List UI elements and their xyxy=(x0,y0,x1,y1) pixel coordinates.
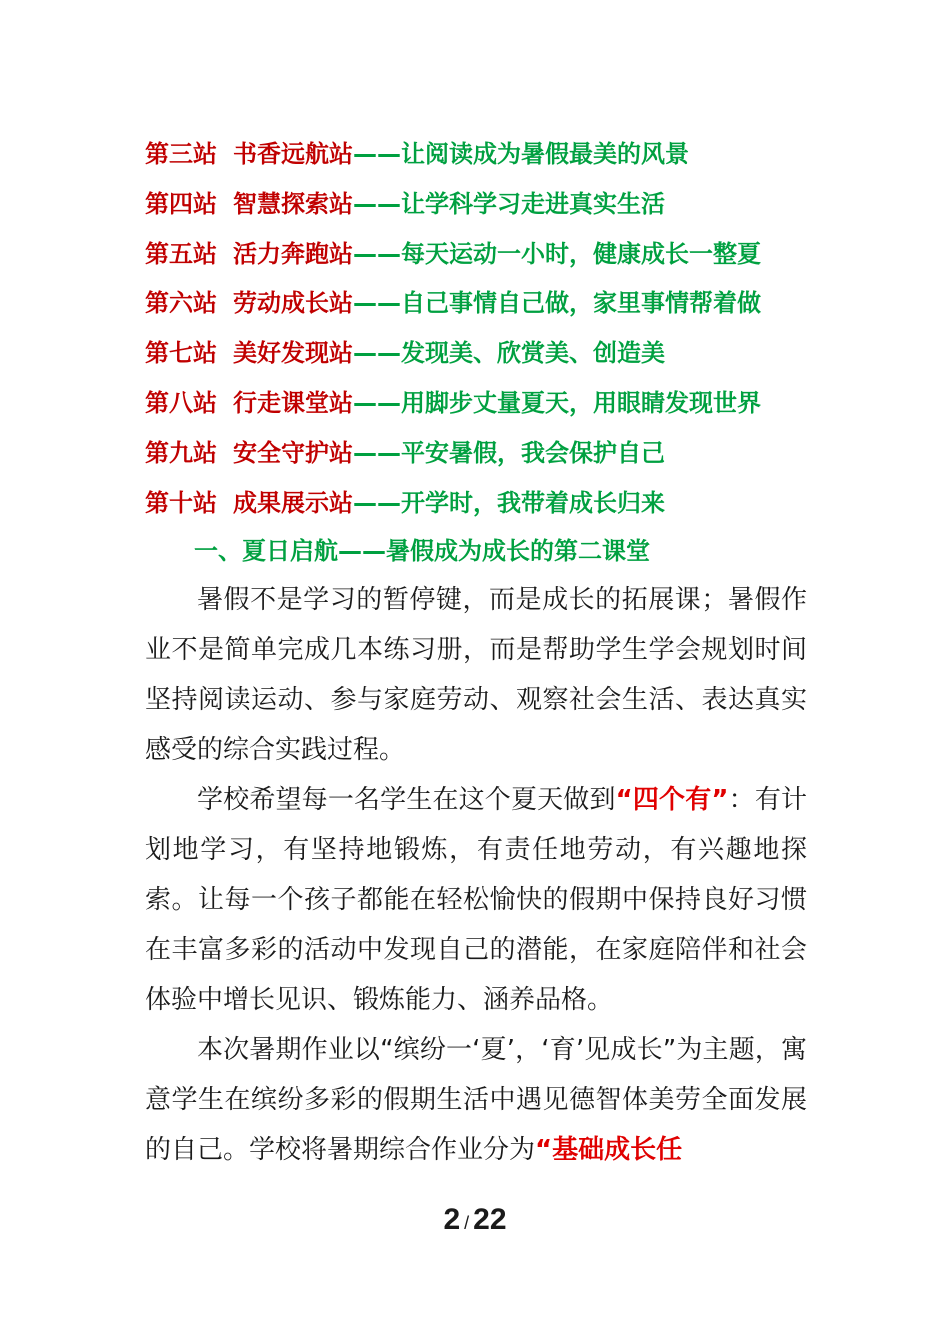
station-name: 活力奔跑站 xyxy=(233,239,353,268)
station-description: ——发现美、欣赏美、创造美 xyxy=(353,339,665,368)
station-number: 第七站 xyxy=(145,339,217,368)
station-item xyxy=(145,180,825,230)
highlight-basic-task: “基础成长任 xyxy=(535,1135,683,1165)
highlight-four-haves: “四个有” xyxy=(615,785,729,815)
station-item xyxy=(145,279,825,329)
station-item xyxy=(145,230,825,280)
page-number xyxy=(0,1203,950,1237)
station-number: 第八站 xyxy=(145,388,217,417)
station-number: 第十站 xyxy=(145,488,217,517)
paragraph-four-haves xyxy=(145,775,807,1025)
paragraph-theme xyxy=(145,1025,807,1175)
station-description: ——让阅读成为暑假最美的风景 xyxy=(353,140,689,168)
station-description: ——让学科学习走进真实生活 xyxy=(353,189,665,218)
station-name: 美好发现站 xyxy=(233,339,353,368)
station-name: 行走课堂站 xyxy=(233,388,353,417)
station-number: 第六站 xyxy=(145,289,217,318)
station-item xyxy=(145,329,825,379)
station-number: 第九站 xyxy=(145,438,217,467)
station-number: 第三站 xyxy=(145,140,217,168)
station-item xyxy=(145,130,825,180)
body-text xyxy=(145,575,807,1175)
station-number: 第五站 xyxy=(145,239,217,268)
station-name: 书香远航站 xyxy=(233,140,353,168)
page-current: 2 xyxy=(443,1203,461,1236)
station-name: 劳动成长站 xyxy=(233,289,353,318)
station-name: 智慧探索站 xyxy=(233,189,353,218)
section-heading: 一、夏日启航——暑假成为成长的第二课堂 xyxy=(194,537,650,565)
station-item xyxy=(145,379,825,429)
station-description: ——平安暑假，我会保护自己 xyxy=(353,438,665,467)
station-item xyxy=(145,429,825,479)
paragraph-text: 学校希望每一名学生在这个夏天做到 xyxy=(197,785,616,815)
station-item xyxy=(145,479,825,529)
station-name: 安全守护站 xyxy=(233,438,353,467)
station-description: ——每天运动一小时，健康成长一整夏 xyxy=(353,239,761,268)
page-separator: / xyxy=(464,1213,470,1233)
station-description: ——用脚步丈量夏天，用眼睛发现世界 xyxy=(353,388,761,417)
station-description: ——自己事情自己做，家里事情帮着做 xyxy=(353,289,761,318)
station-description: ——开学时，我带着成长归来 xyxy=(353,488,665,517)
station-name: 成果展示站 xyxy=(233,488,353,517)
station-list xyxy=(145,130,825,528)
page-total: 22 xyxy=(473,1203,507,1236)
station-number: 第四站 xyxy=(145,189,217,218)
paragraph-intro: 暑假不是学习的暂停键，而是成长的拓展课；暑假作业不是简单完成几本练习册，而是帮助学生学会规划时间坚持阅读运动、参与家庭劳动、观察社会生活、表达真实感受的综合实践过程。 xyxy=(145,585,807,765)
paragraph-text: 本次暑期作业以“缤纷一‘夏’，‘育’见成长”为主题，寓意学生在缤纷多彩的假期生活中遇见德智体美劳全面发展的自己。学校将暑期综合作业分为 xyxy=(145,1035,807,1165)
paragraph-text: ：有计划地学习，有坚持地锻炼，有责任地劳动，有兴趣地探索。让每一个孩子都能在轻松愉快的假期中保持良好习惯在丰富多彩的活动中发现自己的潜能，在家庭陪伴和社会体验中增长见识、锻炼能力、涵养品格。 xyxy=(145,785,807,1015)
